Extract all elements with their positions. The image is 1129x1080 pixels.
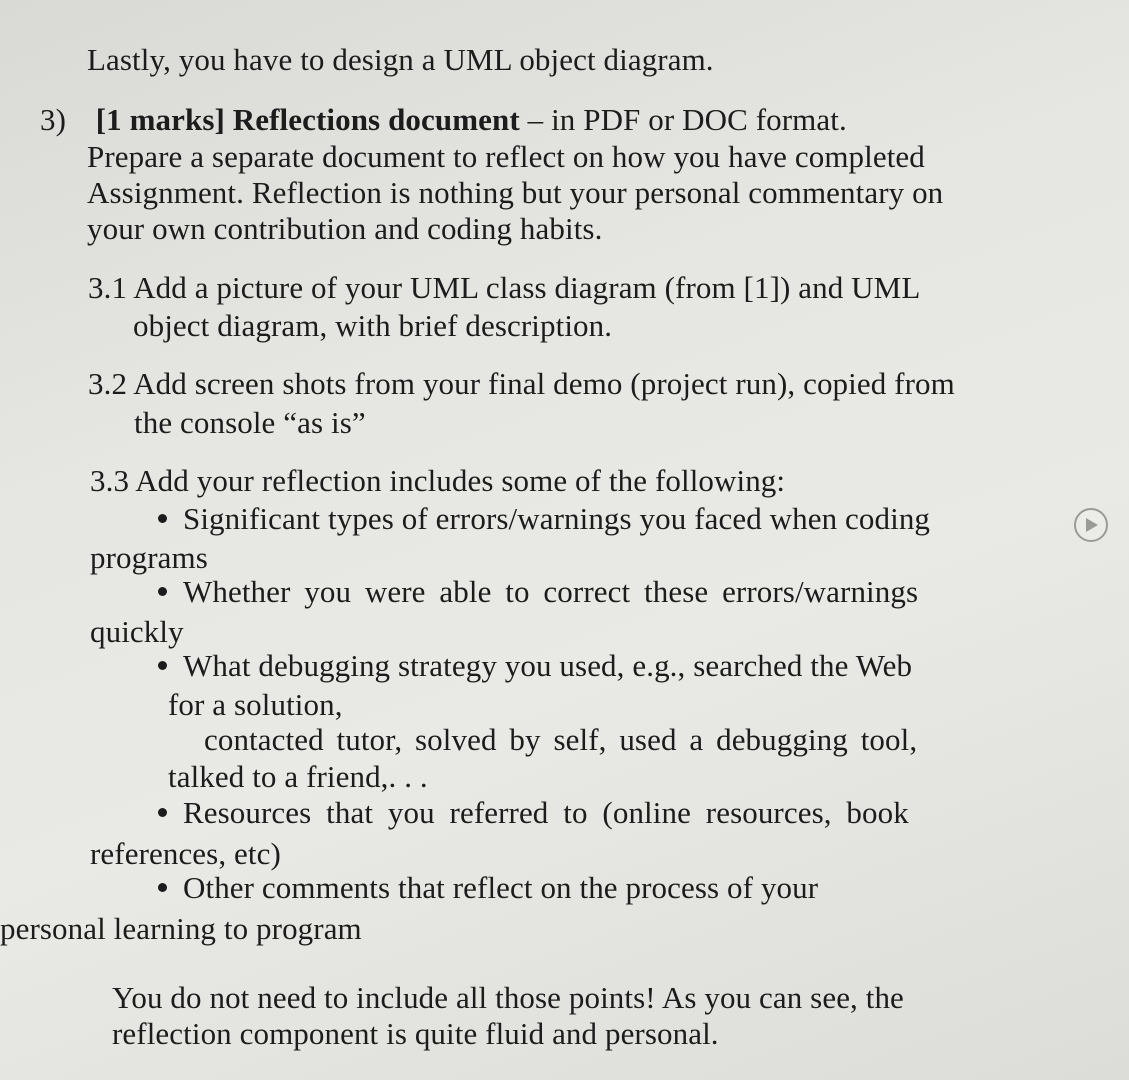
section-desc-line-3: your own contribution and coding habits.	[87, 211, 603, 246]
section-3-heading	[40, 102, 847, 138]
play-icon	[1085, 517, 1099, 533]
bullet-icon	[158, 883, 167, 892]
bullet-item	[158, 574, 918, 610]
bullet-item	[158, 648, 912, 684]
bullet-continuation: references, etc)	[90, 836, 281, 871]
bullet-icon	[158, 808, 167, 817]
section-title-bold: [1 marks] Reflections document	[95, 102, 520, 137]
bullet-item	[158, 870, 818, 906]
bullet-icon	[158, 514, 167, 523]
bullet-item	[158, 501, 930, 537]
sub-3-3-intro: 3.3 Add your reflection includes some of the following:	[90, 463, 786, 498]
play-button[interactable]	[1074, 508, 1108, 542]
bullet-continuation: quickly	[90, 614, 184, 649]
sub-3-2-line-2: the console “as is”	[134, 405, 366, 440]
bullet-icon	[158, 661, 167, 670]
bullet-text: Resources that you referred to (online resources, book	[183, 795, 909, 830]
section-desc-line-1: Prepare a separate document to reflect on how you have completed	[87, 139, 925, 174]
bullet-icon	[158, 587, 167, 596]
bullet-continuation: talked to a friend,. . .	[168, 759, 428, 794]
sub-3-1-line-1: 3.1 Add a picture of your UML class diagram (from [1]) and UML	[88, 270, 921, 305]
bullet-text: Whether you were able to correct these errors/warnings	[183, 574, 919, 609]
bullet-continuation: personal learning to program	[0, 911, 362, 946]
sub-3-2-line-1: 3.2 Add screen shots from your final demo (project run), copied from	[88, 366, 955, 401]
bullet-continuation: for a solution,	[168, 687, 343, 722]
section-number: 3)	[40, 102, 67, 137]
bullet-continuation: programs	[90, 540, 208, 575]
closing-line-1: You do not need to include all those points! As you can see, the	[112, 980, 904, 1015]
section-desc-line-2: Assignment. Reflection is nothing but your personal commentary on	[87, 175, 944, 210]
closing-line-2: reflection component is quite fluid and personal.	[112, 1016, 719, 1051]
bullet-text: Other comments that reflect on the process of your	[183, 870, 819, 905]
section-title-format: – in PDF or DOC format.	[519, 102, 847, 137]
bullet-text: What debugging strategy you used, e.g., searched the Web	[183, 648, 913, 683]
bullet-item	[158, 795, 909, 831]
bullet-text: Significant types of errors/warnings you faced when coding	[183, 501, 931, 536]
bullet-continuation: contacted tutor, solved by self, used a debugging tool,	[204, 722, 918, 757]
sub-3-1-line-2: object diagram, with brief description.	[133, 308, 613, 343]
intro-text: Lastly, you have to design a UML object diagram.	[87, 42, 714, 77]
